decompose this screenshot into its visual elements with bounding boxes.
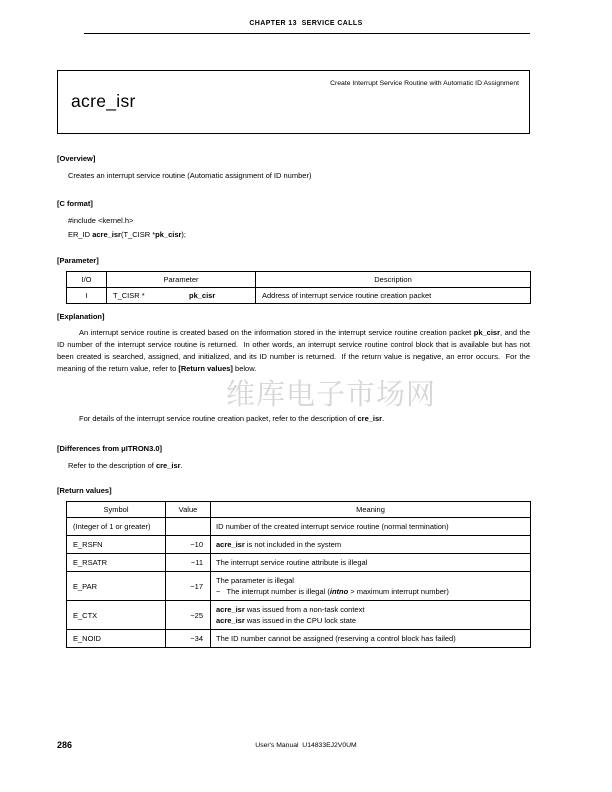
meaning-text: was issued from a non-task context	[244, 605, 365, 614]
value-cell: −10	[166, 536, 211, 554]
chapter-header: CHAPTER 13 SERVICE CALLS	[249, 20, 363, 27]
meaning-line	[216, 586, 525, 597]
return-value-row	[67, 572, 531, 601]
differences-body	[68, 461, 183, 470]
value-cell: −11	[166, 554, 211, 572]
parameter-type: T_CISR *	[113, 291, 145, 300]
column-header-io: I/O	[67, 272, 107, 288]
c-format-include-line: #include <kernel.h>	[68, 216, 134, 225]
symbol-cell: E_RSFN	[67, 536, 166, 554]
footer-manual-id: User's Manual U14833EJ2V0UM	[255, 742, 357, 749]
column-header-symbol: Symbol	[67, 502, 166, 518]
return-values-heading: [Return values]	[57, 486, 112, 495]
return-value-row	[67, 536, 531, 554]
symbol-cell: (Integer of 1 or greater)	[67, 518, 166, 536]
meaning-line: The parameter is illegal	[216, 576, 294, 585]
meaning-line	[216, 615, 525, 626]
column-header-parameter: Parameter	[107, 272, 256, 288]
parameter-name: pk_cisr	[189, 291, 216, 300]
value-cell: −34	[166, 630, 211, 648]
intno-variable: intno	[329, 587, 349, 596]
meaning-text: > maximum interrupt number)	[348, 587, 449, 596]
explanation-paragraph-2	[57, 413, 530, 425]
explanation-text: below.	[232, 364, 257, 373]
meaning-text: was issued in the CPU lock state	[244, 616, 357, 625]
overview-heading: [Overview]	[57, 154, 96, 163]
call-post: );	[181, 230, 187, 239]
parameter-description-cell: Address of interrupt service routine creation packet	[256, 288, 531, 304]
symbol-cell: E_PAR	[67, 572, 166, 601]
meaning-cell	[211, 572, 531, 601]
watermark-text: 维库电子市场网	[226, 377, 437, 411]
parameter-table	[66, 271, 531, 304]
explanation-text: An interrupt service routine is created based on the information stored in the interrupt service routine creation packet	[79, 328, 474, 337]
value-cell: −17	[166, 572, 211, 601]
cre-isr-reference: cre_isr	[155, 461, 181, 470]
meaning-line	[216, 604, 525, 615]
meaning-cell: The ID number cannot be assigned (reserving a control block has failed)	[211, 630, 531, 648]
service-call-name-inline: acre_isr	[216, 605, 245, 614]
header-rule	[84, 33, 530, 34]
call-mid: (T_CISR *	[120, 230, 156, 239]
service-call-name-inline: acre_isr	[216, 540, 245, 549]
meaning-cell: ID number of the created interrupt service routine (normal termination)	[211, 518, 531, 536]
meaning-text: is not included in the system	[244, 540, 342, 549]
explanation-heading: [Explanation]	[57, 312, 105, 321]
column-header-value: Value	[166, 502, 211, 518]
return-values-reference: [Return values]	[178, 364, 233, 373]
parameter-table-header-row	[67, 272, 531, 288]
symbol-cell: E_RSATR	[67, 554, 166, 572]
c-format-call-line	[68, 230, 186, 239]
parameter-heading: [Parameter]	[57, 256, 99, 265]
call-argument: pk_cisr	[155, 230, 182, 239]
return-value-row	[67, 518, 531, 536]
meaning-text: − The interrupt number is illegal (	[216, 587, 330, 596]
explanation-text: For details of the interrupt service routine creation packet, refer to the description of	[79, 414, 358, 423]
symbol-cell: E_NOID	[67, 630, 166, 648]
meaning-cell	[211, 536, 531, 554]
column-header-description: Description	[256, 272, 531, 288]
cre-isr-reference: cre_isr	[357, 414, 383, 423]
explanation-text: , and the ID number of the interrupt service routine is returned. In other words, an interrupt service routine control block that is available but has not been created is searched, assigned, and initialized, and its ID number is returned. If the return value is negative, an error occurs. For the meaning of the return value, refer to	[57, 328, 533, 373]
page-number: 286	[57, 740, 73, 750]
call-pre: ER_ID	[68, 230, 93, 239]
return-value-row	[67, 630, 531, 648]
service-call-title-box	[57, 70, 530, 134]
meaning-cell	[211, 601, 531, 630]
parameter-name-cell	[107, 288, 256, 304]
differences-text: Refer to the description of	[68, 461, 156, 470]
explanation-text: .	[382, 414, 385, 423]
service-call-name: acre_isr	[71, 91, 136, 111]
call-function-name: acre_isr	[92, 230, 121, 239]
c-format-heading: [C format]	[57, 199, 93, 208]
explanation-paragraph-1	[57, 327, 533, 375]
return-value-row	[67, 601, 531, 630]
value-cell	[166, 518, 211, 536]
overview-body: Creates an interrupt service routine (Automatic assignment of ID number)	[68, 171, 312, 180]
service-call-subtitle: Create Interrupt Service Routine with Automatic ID Assignment	[330, 80, 519, 87]
packet-name: pk_cisr	[473, 328, 501, 337]
return-value-row	[67, 554, 531, 572]
column-header-meaning: Meaning	[211, 502, 531, 518]
parameter-io-cell: I	[67, 288, 107, 304]
differences-heading: [Differences from μITRON3.0]	[57, 444, 163, 453]
parameter-table-row	[67, 288, 531, 304]
return-values-table	[66, 501, 531, 648]
value-cell: −25	[166, 601, 211, 630]
return-values-header-row	[67, 502, 531, 518]
service-call-name-inline: acre_isr	[216, 616, 245, 625]
symbol-cell: E_CTX	[67, 601, 166, 630]
differences-text: .	[180, 461, 183, 470]
meaning-cell: The interrupt service routine attribute is illegal	[211, 554, 531, 572]
